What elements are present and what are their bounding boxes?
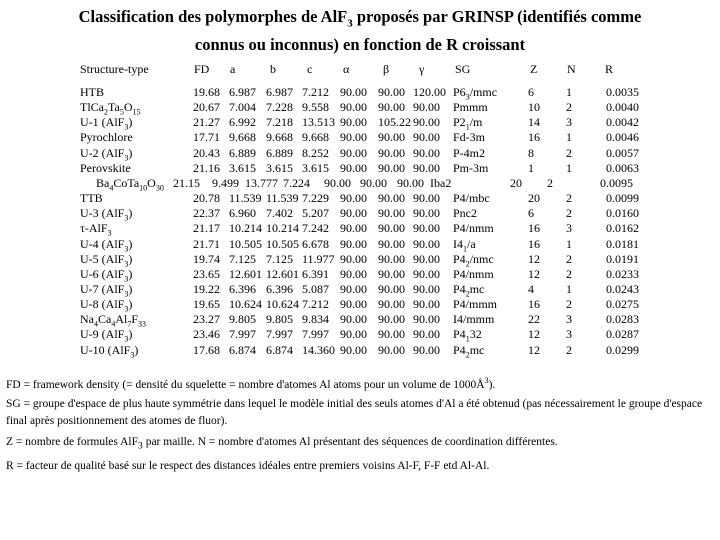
cell-a: 10.505: [229, 237, 262, 251]
cell-alpha: 90.00: [340, 161, 367, 175]
cell-fd: 20.67: [193, 100, 220, 114]
cell-a: 6.960: [229, 206, 256, 220]
cell-z: 6: [528, 85, 534, 99]
cell-gamma: 90.00: [413, 237, 440, 251]
cell-c: 9.558: [302, 100, 329, 114]
cell-c: 7.229: [302, 191, 329, 205]
cell-z: 12: [528, 343, 540, 357]
header-structure-type: Structure-type: [80, 62, 149, 76]
cell-c: 7.212: [302, 297, 329, 311]
header-beta: β: [383, 62, 390, 76]
cell-z: 16: [528, 221, 540, 235]
cell-c: 9.834: [302, 312, 329, 326]
cell-beta: 90.00: [378, 297, 405, 311]
cell-c: 5.207: [302, 206, 329, 220]
cell-r: 0.0095: [600, 176, 633, 190]
cell-fd: 21.71: [193, 237, 220, 251]
cell-a: 10.214: [229, 221, 262, 235]
cell-structure-type: U-10 (AlF$_3$): [80, 343, 139, 360]
cell-r: 0.0283: [606, 312, 639, 326]
cell-n: 3: [566, 115, 572, 129]
cell-structure-type: U-5 (AlF$_3$): [80, 252, 133, 269]
cell-z: 4: [528, 282, 534, 296]
cell-c: 6.391: [302, 267, 329, 281]
cell-gamma: 90.00: [413, 100, 440, 114]
cell-r: 0.0057: [606, 146, 639, 160]
cell-gamma: 90.00: [413, 343, 440, 357]
cell-structure-type: HTB: [80, 85, 104, 99]
cell-gamma: 90.00: [413, 206, 440, 220]
cell-a: 9.805: [229, 312, 256, 326]
cell-n: 2: [566, 297, 572, 311]
cell-sg: P-4m2: [453, 146, 486, 160]
cell-z: 10: [528, 100, 540, 114]
cell-structure-type: TTB: [80, 191, 103, 205]
cell-structure-type: $Na_4Ca_4Al_7F_{33}$: [80, 312, 147, 329]
cell-fd: 19.74: [193, 252, 220, 266]
cell-n: 1: [566, 161, 572, 175]
cell-structure-type: U-4 (AlF$_3$): [80, 237, 133, 254]
cell-b: 10.624: [266, 297, 299, 311]
cell-alpha: 90.00: [340, 237, 367, 251]
cell-beta: 90.00: [378, 312, 405, 326]
cell-beta: 90.00: [378, 327, 405, 341]
cell-n: 1: [566, 282, 572, 296]
cell-structure-type: U-2 (AlF$_3$): [80, 146, 133, 163]
cell-a: 3.615: [229, 161, 256, 175]
cell-n: 3: [566, 221, 572, 235]
cell-c: 5.087: [302, 282, 329, 296]
cell-structure-type: U-7 (AlF$_3$): [80, 282, 133, 299]
cell-alpha: 90.00: [340, 85, 367, 99]
cell-r: 0.0160: [606, 206, 639, 220]
header-r: R: [605, 62, 614, 76]
cell-b: 7.402: [266, 206, 293, 220]
cell-sg: P4/nmm: [453, 267, 494, 281]
cell-alpha: 90.00: [340, 327, 367, 341]
cell-b: 9.668: [266, 130, 293, 144]
cell-z: 20: [510, 176, 522, 190]
cell-n: 2: [566, 267, 572, 281]
title-line-2: connus ou inconnus) en fonction de R croissant: [194, 35, 526, 55]
cell-a: 12.601: [229, 267, 262, 281]
cell-gamma: 90.00: [413, 191, 440, 205]
cell-n: 2: [566, 343, 572, 357]
cell-sg: $P2_1/m$: [453, 115, 483, 132]
cell-alpha: 90.00: [340, 100, 367, 114]
cell-fd: 19.68: [193, 85, 220, 99]
cell-n: 2: [566, 146, 572, 160]
cell-n: 1: [566, 130, 572, 144]
cell-fd: 20.78: [193, 191, 220, 205]
cell-alpha: 90.00: [340, 267, 367, 281]
cell-alpha: 90.00: [340, 191, 367, 205]
cell-n: 3: [566, 327, 572, 341]
note-r: R = facteur de qualité basé sur le respect des distances idéales entre premiers voisins Al-F, F-F etd Al-Al.: [6, 460, 490, 472]
cell-structure-type: U-6 (AlF$_3$): [80, 267, 133, 284]
cell-sg: $P4_2$/nmc: [453, 252, 494, 269]
cell-z: 12: [528, 327, 540, 341]
cell-a: 7.997: [229, 327, 256, 341]
cell-gamma: 90.00: [413, 130, 440, 144]
cell-sg: $P4_2mc$: [453, 343, 485, 360]
cell-c: 9.668: [302, 130, 329, 144]
cell-c: 11.977: [302, 252, 335, 266]
cell-gamma: 90.00: [413, 115, 440, 129]
cell-z: 12: [528, 252, 540, 266]
cell-c: 7.997: [302, 327, 329, 341]
cell-b: 3.615: [266, 161, 293, 175]
cell-structure-type: τ-AlF$_3$: [80, 221, 112, 238]
cell-a: 6.874: [229, 343, 256, 357]
cell-structure-type: $TlCa_2Ta_5O_{15}$: [80, 100, 141, 117]
cell-beta: 90.00: [378, 85, 405, 99]
cell-alpha: 90.00: [340, 312, 367, 326]
header-n: N: [567, 62, 576, 76]
cell-a: 10.624: [229, 297, 262, 311]
cell-r: 0.0287: [606, 327, 639, 341]
cell-gamma: 90.00: [413, 297, 440, 311]
cell-r: 0.0243: [606, 282, 639, 296]
header-b: b: [270, 62, 276, 76]
cell-beta: 90.00: [378, 100, 405, 114]
cell-z: 12: [528, 267, 540, 281]
header-alpha: α: [343, 62, 350, 76]
cell-c: 8.252: [302, 146, 329, 160]
cell-structure-type: U-9 (AlF$_3$): [80, 327, 133, 344]
cell-c: 7.242: [302, 221, 329, 235]
cell-alpha: 90.00: [324, 176, 351, 190]
cell-z: 20: [528, 191, 540, 205]
cell-n: 2: [566, 206, 572, 220]
cell-gamma: 120.00: [413, 85, 446, 99]
cell-beta: 90.00: [378, 191, 405, 205]
cell-alpha: 90.00: [340, 297, 367, 311]
cell-z: 1: [528, 161, 534, 175]
cell-z: 14: [528, 115, 540, 129]
cell-fd: 23.46: [193, 327, 220, 341]
cell-z: 8: [528, 146, 534, 160]
cell-b: 12.601: [266, 267, 299, 281]
cell-beta: 90.00: [378, 267, 405, 281]
cell-gamma: 90.00: [413, 146, 440, 160]
cell-beta: 90.00: [378, 161, 405, 175]
cell-alpha: 90.00: [340, 130, 367, 144]
cell-r: 0.0099: [606, 191, 639, 205]
cell-b: 9.805: [266, 312, 293, 326]
cell-b: 7.125: [266, 252, 293, 266]
title-line-1: Classification des polymorphes de AlF$_3$ proposés par GRINSP (identifiés comme: [78, 7, 642, 30]
cell-alpha: 90.00: [340, 206, 367, 220]
header-gamma: γ: [419, 62, 425, 76]
cell-fd: 21.17: [193, 221, 220, 235]
header-sg: SG: [455, 62, 471, 76]
cell-beta: 90.00: [378, 221, 405, 235]
cell-sg: $P4_132$: [453, 327, 482, 344]
cell-sg: Pm-3m: [453, 161, 489, 175]
cell-gamma: 90.00: [413, 327, 440, 341]
cell-sg: Fd-3m: [453, 130, 486, 144]
cell-fd: 19.65: [193, 297, 220, 311]
note-fd: FD = framework density (= densité du squelette = nombre d'atomes Al atoms pour un volume de $1000Å^3$).: [6, 376, 496, 391]
cell-alpha: 90.00: [340, 221, 367, 235]
cell-gamma: 90.00: [413, 312, 440, 326]
cell-sg: $I4_1/a$: [453, 237, 476, 254]
cell-beta: 90.00: [378, 343, 405, 357]
cell-beta: 90.00: [378, 237, 405, 251]
cell-sg: Pmmm: [453, 100, 488, 114]
cell-z: 16: [528, 297, 540, 311]
cell-structure-type: U-3 (AlF$_3$): [80, 206, 133, 223]
cell-beta: 90.00: [378, 252, 405, 266]
cell-structure-type: Pyrochlore: [80, 130, 133, 144]
cell-a: 6.992: [229, 115, 256, 129]
cell-r: 0.0299: [606, 343, 639, 357]
cell-beta: 105.22: [378, 115, 411, 129]
cell-z: 16: [528, 130, 540, 144]
cell-b: 7.997: [266, 327, 293, 341]
cell-alpha: 90.00: [340, 252, 367, 266]
cell-b: 6.889: [266, 146, 293, 160]
cell-r: 0.0233: [606, 267, 639, 281]
cell-n: 2: [547, 176, 553, 190]
cell-r: 0.0181: [606, 237, 639, 251]
cell-alpha: 90.00: [340, 282, 367, 296]
cell-b: 6.396: [266, 282, 293, 296]
cell-structure-type: $Ba_4CoTa_{10}O_{30}$: [96, 176, 164, 193]
cell-fd: 23.65: [193, 267, 220, 281]
cell-gamma: 90.00: [413, 252, 440, 266]
cell-beta: 90.00: [378, 130, 405, 144]
cell-n: 1: [566, 85, 572, 99]
note-z-n: Z = nombre de formules AlF$_3$ par maille. N = nombre d'atomes Al présentant des séquences de coordination différentes.: [6, 436, 558, 452]
cell-sg: $P6_3$/mmc: [453, 85, 498, 102]
cell-beta: 90.00: [378, 206, 405, 220]
cell-beta: 90.00: [360, 176, 387, 190]
cell-structure-type: U-1 (AlF$_3$): [80, 115, 133, 132]
cell-a: 9.668: [229, 130, 256, 144]
cell-alpha: 90.00: [340, 115, 367, 129]
header-c: c: [307, 62, 313, 76]
cell-r: 0.0191: [606, 252, 639, 266]
cell-sg: P4/mmm: [453, 297, 498, 311]
cell-c: 7.212: [302, 85, 329, 99]
cell-n: 2: [566, 252, 572, 266]
cell-gamma: 90.00: [413, 282, 440, 296]
cell-b: 13.777: [245, 176, 278, 190]
cell-alpha: 90.00: [340, 146, 367, 160]
cell-beta: 90.00: [378, 282, 405, 296]
cell-a: 6.889: [229, 146, 256, 160]
cell-structure-type: U-8 (AlF$_3$): [80, 297, 133, 314]
cell-gamma: 90.00: [413, 267, 440, 281]
cell-fd: 23.27: [193, 312, 220, 326]
cell-fd: 17.68: [193, 343, 220, 357]
cell-beta: 90.00: [378, 146, 405, 160]
cell-gamma: 90.00: [413, 221, 440, 235]
cell-b: 6.874: [266, 343, 293, 357]
cell-alpha: 90.00: [340, 343, 367, 357]
cell-b: 7.228: [266, 100, 293, 114]
cell-r: 0.0162: [606, 221, 639, 235]
cell-z: 16: [528, 237, 540, 251]
cell-r: 0.0275: [606, 297, 639, 311]
cell-fd: 20.43: [193, 146, 220, 160]
cell-b: 10.505: [266, 237, 299, 251]
cell-structure-type: Perovskite: [80, 161, 131, 175]
cell-sg: P4/nmm: [453, 221, 494, 235]
cell-c: 3.615: [302, 161, 329, 175]
cell-a: 7.125: [229, 252, 256, 266]
cell-gamma: 90.00: [413, 161, 440, 175]
cell-a: 6.396: [229, 282, 256, 296]
header-fd: FD: [194, 62, 210, 76]
cell-c: 14.360: [302, 343, 335, 357]
cell-fd: 21.16: [193, 161, 220, 175]
cell-r: 0.0042: [606, 115, 639, 129]
cell-b: 7.218: [266, 115, 293, 129]
cell-r: 0.0040: [606, 100, 639, 114]
header-a: a: [230, 62, 236, 76]
cell-sg: $P4_2mc$: [453, 282, 485, 299]
cell-r: 0.0046: [606, 130, 639, 144]
cell-c: 6.678: [302, 237, 329, 251]
cell-c: 13.513: [302, 115, 335, 129]
cell-z: 22: [528, 312, 540, 326]
note-sg: SG = groupe d'espace de plus haute symmétrie dans lequel le modèle initial des seuls atomes d'Al a été obtenud (pas nécessairement le groupe d'espace final après positionnement des atomes de fluor).: [6, 398, 703, 427]
header-z: Z: [530, 62, 538, 76]
cell-fd: 21.15: [173, 176, 200, 190]
cell-c: 7.224: [283, 176, 310, 190]
cell-n: 1: [566, 237, 572, 251]
cell-b: 10.214: [266, 221, 299, 235]
cell-a: 11.539: [229, 191, 262, 205]
cell-sg: Iba2: [430, 176, 452, 190]
cell-sg: P4/mbc: [453, 191, 490, 205]
cell-gamma: 90.00: [397, 176, 424, 190]
cell-n: 2: [566, 100, 572, 114]
cell-b: 11.539: [266, 191, 299, 205]
cell-a: 9.499: [212, 176, 239, 190]
cell-r: 0.0063: [606, 161, 639, 175]
cell-a: 7.004: [229, 100, 256, 114]
cell-a: 6.987: [229, 85, 256, 99]
cell-fd: 17.71: [193, 130, 220, 144]
cell-fd: 21.27: [193, 115, 220, 129]
cell-r: 0.0035: [606, 85, 639, 99]
cell-n: 2: [566, 191, 572, 205]
cell-fd: 19.22: [193, 282, 220, 296]
cell-sg: Pnc2: [453, 206, 477, 220]
cell-n: 3: [566, 312, 572, 326]
cell-b: 6.987: [266, 85, 293, 99]
cell-sg: I4/mmm: [453, 312, 495, 326]
cell-fd: 22.37: [193, 206, 220, 220]
cell-z: 6: [528, 206, 534, 220]
